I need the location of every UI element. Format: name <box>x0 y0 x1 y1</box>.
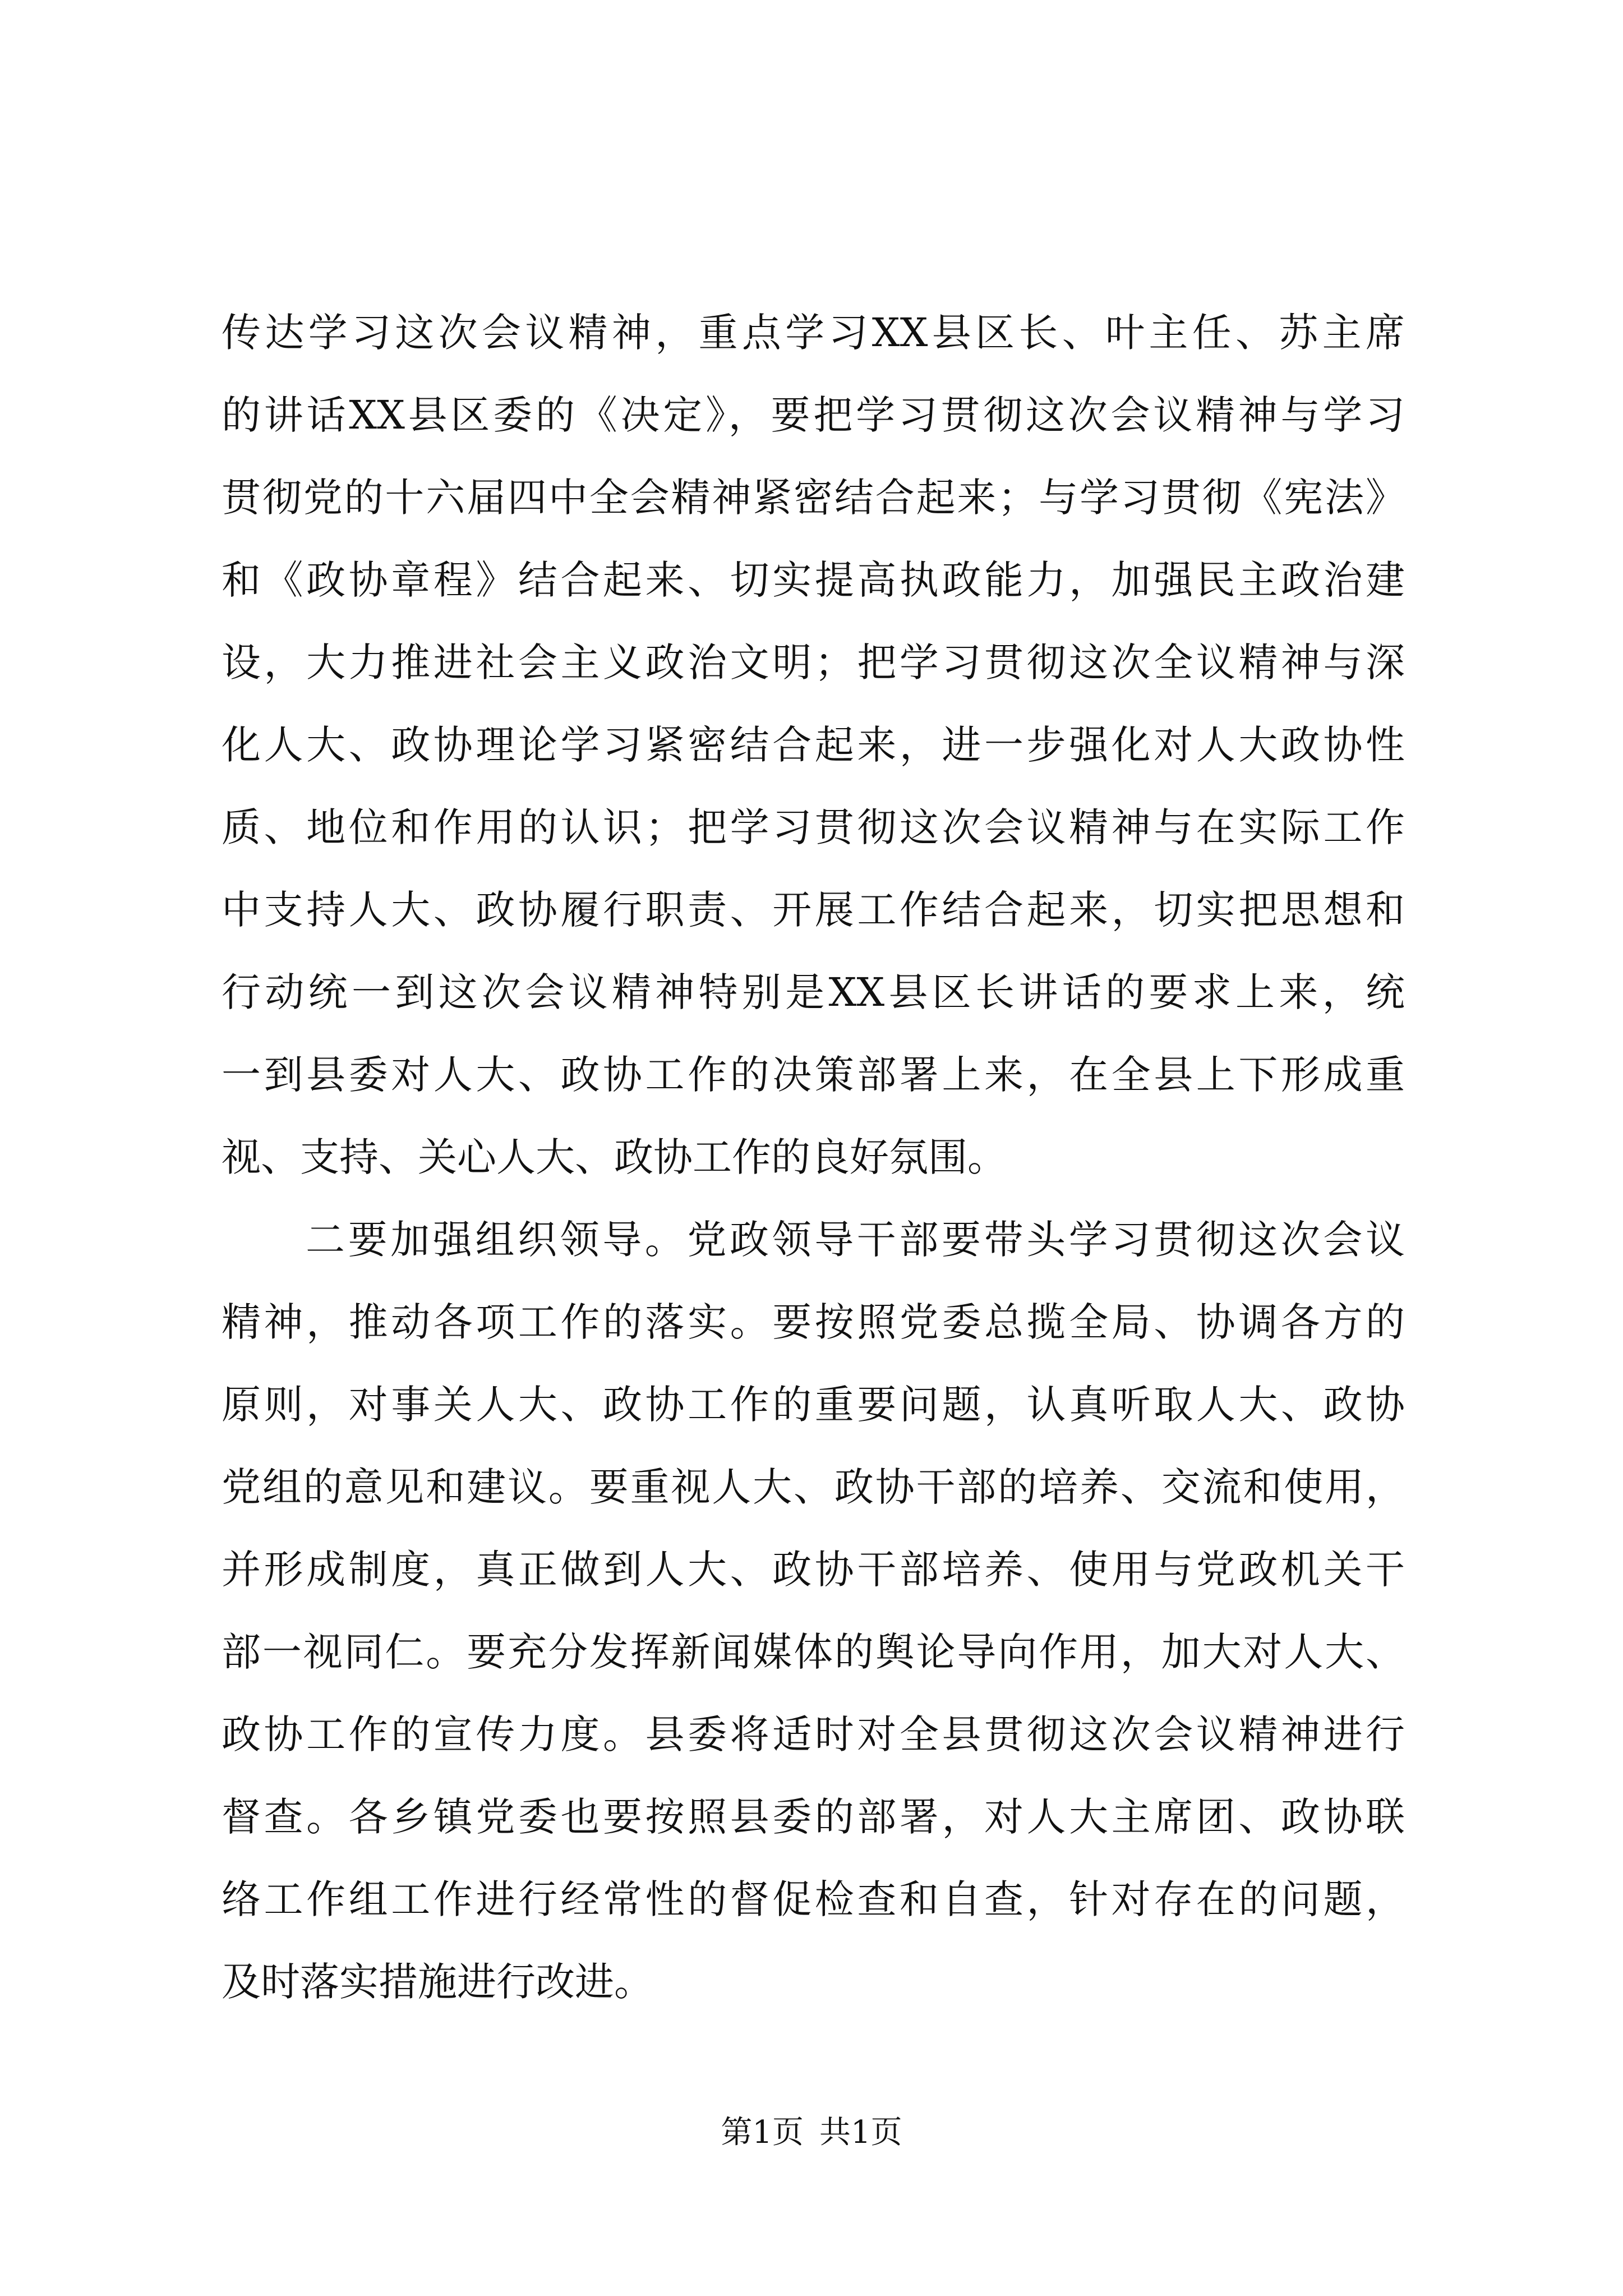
text-line-8: 中支持人大、政协履行职责、开展工作结合起来，切实把思想和 <box>222 887 1405 933</box>
text-line-14: 原则，对事关人大、政协工作的重要问题，认真听取人大、政协 <box>222 1382 1405 1428</box>
page-number: 第1页 <box>721 2114 804 2151</box>
text-line-12: 二要加强组织领导。党政领导干部要带头学习贯彻这次会议 <box>306 1217 1405 1263</box>
text-line-3: 贯彻党的十六届四中全会精神紧密结合起来；与学习贯彻《宪法》 <box>222 475 1405 521</box>
page-total: 共1页 <box>819 2114 902 2151</box>
page-footer <box>0 2110 1623 2155</box>
text-line-2: 的讲话XX县区委的《决定》，要把学习贯彻这次会议精神与学习 <box>222 392 1405 438</box>
text-line-21: 及时落实措施进行改进。 <box>222 1959 653 2005</box>
text-line-1: 传达学习这次会议精神，重点学习XX县区长、叶主任、苏主席 <box>222 310 1405 356</box>
text-line-18: 政协工作的宣传力度。县委将适时对全县贯彻这次会议精神进行 <box>222 1711 1405 1757</box>
text-line-13: 精神，推动各项工作的落实。要按照党委总揽全局、协调各方的 <box>222 1299 1405 1345</box>
text-line-11: 视、支持、关心人大、政协工作的良好氛围。 <box>222 1134 1007 1180</box>
text-line-19: 督查。各乡镇党委也要按照县委的部署，对人大主席团、政协联 <box>222 1794 1405 1840</box>
text-line-5: 设，大力推进社会主义政治文明；把学习贯彻这次全议精神与深 <box>222 639 1405 685</box>
text-line-20: 络工作组工作进行经常性的督促检查和自查，针对存在的问题， <box>222 1876 1405 1922</box>
text-line-15: 党组的意见和建议。要重视人大、政协干部的培养、交流和使用， <box>222 1464 1405 1510</box>
text-line-4: 和《政协章程》结合起来、切实提高执政能力，加强民主政治建 <box>222 557 1405 603</box>
text-line-6: 化人大、政协理论学习紧密结合起来，进一步强化对人大政协性 <box>222 722 1405 768</box>
text-line-16: 并形成制度，真正做到人大、政协干部培养、使用与党政机关干 <box>222 1547 1405 1593</box>
document-body <box>222 292 1405 2023</box>
text-line-17: 部一视同仁。要充分发挥新闻媒体的舆论导向作用，加大对人大、 <box>222 1629 1405 1675</box>
text-line-9: 行动统一到这次会议精神特别是XX县区长讲话的要求上来，统 <box>222 969 1405 1015</box>
text-line-10: 一到县委对人大、政协工作的决策部署上来，在全县上下形成重 <box>222 1052 1405 1098</box>
text-line-7: 质、地位和作用的认识；把学习贯彻这次会议精神与在实际工作 <box>222 804 1405 850</box>
